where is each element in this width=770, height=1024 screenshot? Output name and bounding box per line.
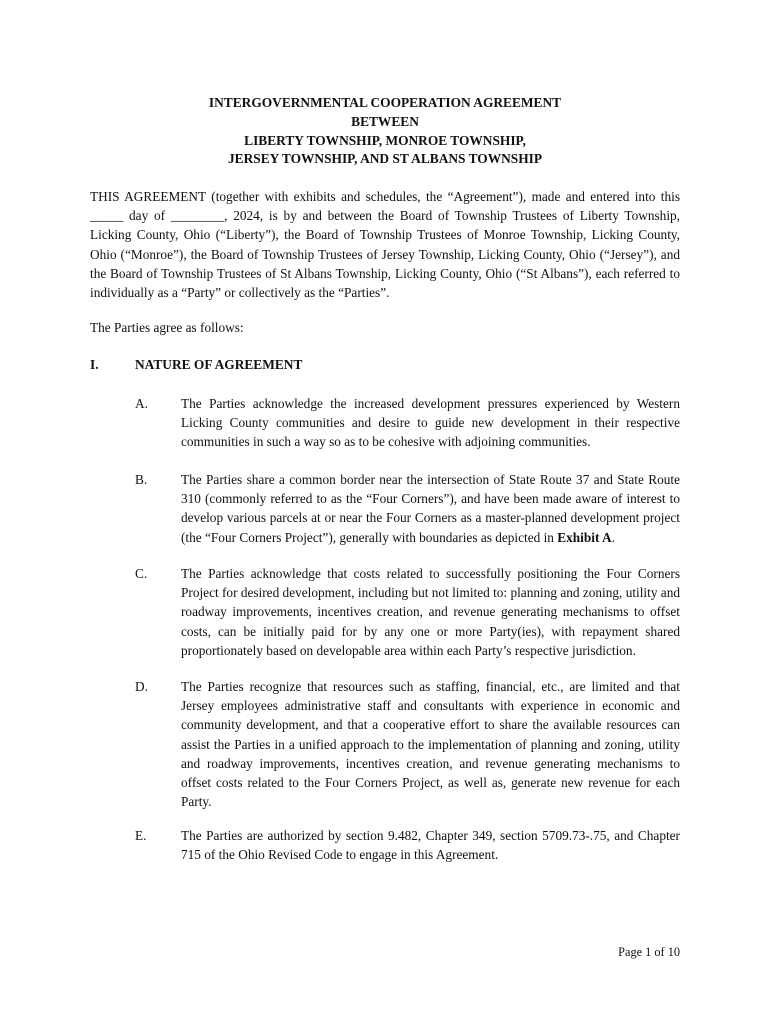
clause-letter: D.: [135, 679, 148, 694]
section-number: I.: [90, 357, 99, 372]
clause-text: The Parties acknowledge the increased development pressures experienced by Western Licking County communities and desire to guide new development in their respective communities in such a way so as to be cohesive with adjoining communities.: [181, 396, 680, 450]
exhibit-reference: Exhibit A: [557, 529, 612, 545]
agree-line: The Parties agree as follows:: [90, 320, 244, 335]
clause-letter: A.: [135, 396, 148, 411]
title-line-1: INTERGOVERNMENTAL COOPERATION AGREEMENT: [208, 95, 562, 110]
clause-letter: E.: [135, 828, 147, 843]
title-line-2: BETWEEN: [351, 113, 419, 129]
page-number: Page 1 of 10: [618, 945, 680, 959]
title-line-4: JERSEY TOWNSHIP, AND ST ALBANS TOWNSHIP: [227, 151, 543, 167]
document-title: [90, 94, 680, 169]
intro-paragraph: THIS AGREEMENT (together with exhibits and schedules, the “Agreement”), made and entered into this _____ day of ________, 2024, is by and between the Board of Township Trustees of Liberty Township, Licking County, Ohio (“Liberty”), the Board of Township Trustees of Monroe Township, Licking County, Ohio (“Monroe”), the Board of Township Trustees of Jersey Township, Licking County, Ohio (“Jersey”), and the Board of Township Trustees of St Albans Township, Licking County, Ohio (“St Albans”), each referred to individually as a “Party” or collectively as the “Parties”.: [90, 189, 680, 301]
clause-text-end: .: [611, 529, 615, 545]
clause-text: The Parties acknowledge that costs related to successfully positioning the Four Corners Project for desired development, including but not limited to: planning and zoning, utility and roadway improvements, incentives creation, and revenue generating mechanisms to offset costs, can be initially paid for by any one or more Party(ies), with repayment shared proportionately based on developable area within each Party’s respective jurisdiction.: [181, 566, 680, 658]
clause-text-part: The Parties share a common border near the intersection of State Route 37 and State Route 310 (commonly referred to as the “Four Corners”), and have been made aware of interest to develop various parcels at or near the Four Corners as a master-planned development project (the “Four Corners Project”), generally with boundaries as depicted in: [181, 472, 680, 545]
clause-letter: B.: [135, 472, 148, 487]
clause-text: The Parties are authorized by section 9.482, Chapter 349, section 5709.73-.75, and Chapter 715 of the Ohio Revised Code to engage in this Agreement.: [181, 828, 680, 863]
clause-text: [181, 470, 680, 547]
section-title: NATURE OF AGREEMENT: [135, 357, 303, 372]
clause-letter: C.: [135, 566, 148, 581]
title-line-3: LIBERTY TOWNSHIP, MONROE TOWNSHIP,: [244, 132, 526, 148]
section-heading: [90, 355, 680, 375]
clause-text: The Parties recognize that resources such as staffing, financial, etc., are limited and that Jersey employees administrative staff and consultants with experience in economic and community development, and that a cooperative effort to share the available resources can assist the Parties in a unified approach to the implementation of planning and zoning, utility and roadway improvements, incentives creation, and revenue generating mechanisms to offset costs related to the Four Corners Project, as well as, generate new revenue for each Party.: [181, 679, 680, 810]
